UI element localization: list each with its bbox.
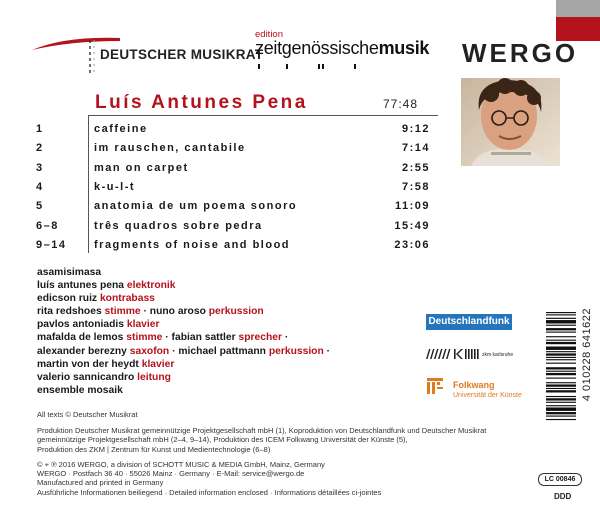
barcode-bar [546,312,576,313]
performer-name: alexander berezny [37,345,127,357]
barcode-bar [546,347,576,350]
production-credits [37,426,537,454]
track-number: 6–8 [36,220,59,232]
barcode-bar [546,328,576,330]
barcode-bar [546,402,576,403]
track-title: três quadros sobre pedra [94,220,263,232]
barcode-bar [546,332,576,333]
performer-line [37,279,330,292]
performer-line [37,358,330,371]
barcode-bar [546,351,576,352]
track-number: 3 [36,162,44,174]
performer-line [37,371,330,384]
performer-name: mafalda de lemos [37,332,124,344]
zkm-text: zkm karlsruhe [482,352,514,358]
barcode-bar [546,382,576,383]
folkwang-name: Folkwang [453,380,495,390]
barcode-bar [546,416,576,417]
performer-name: valerio sannicandro [37,371,135,383]
barcode-bar [546,357,576,358]
production-line: Produktion Deutscher Musikrat gemeinnützige Projektgesellschaft mbH (1), Koproduktion von Deutschlandfunk und Deutscher Musikrat [37,426,487,435]
performer-line [37,292,330,305]
performer-line [37,318,330,331]
track-row [36,200,430,216]
barcode-bar [546,320,576,323]
performer-role: sprecher [238,332,283,344]
performer-role: kontrabass [99,293,155,305]
separator: · [284,332,289,344]
track-duration: 9:12 [401,123,430,135]
performer-name: fabian sattler [171,332,236,344]
performer-line [37,305,330,318]
folkwang-subtitle: Universität der Künste [453,392,522,399]
barcode-bar [546,336,576,337]
barcode-bar [546,371,576,372]
corner-gray-block [556,0,600,17]
edition-label: edition [255,29,283,40]
barcode-bar [546,412,576,414]
all-texts-credit: All texts © Deutscher Musikrat [37,410,138,419]
barcode-bar [546,318,576,319]
barcode-bar [546,367,576,369]
barcode-bar [546,353,576,355]
track-title: im rauschen, cantabile [94,142,246,154]
barcode-number: 4 010228 641622 [581,308,593,402]
performer-name: pavlos antoniadis [37,319,124,331]
ddd-mark: DDD [554,492,572,501]
track-title: fragments of noise and blood [94,239,291,251]
barcode-bar [546,384,576,386]
barcode-bar [546,390,576,392]
track-number: 5 [36,200,44,212]
performer-line [37,331,330,344]
performer-line [37,345,330,358]
track-row [36,220,430,236]
production-line: gemeinnützige Projektgesellschaft mbH (2–4, 9–14), Produktion des ICEM Folkwang Universität der Künste (5), [37,435,408,445]
performer-role: elektronik [126,280,176,292]
edition-title-bold: musik [378,38,430,58]
publisher-info [37,460,537,497]
performer-role: klavier [141,358,175,370]
performer-name: martin von der heydt [37,358,139,370]
performer-role: leitung [137,371,171,383]
separator: · [165,332,169,344]
barcode-bar [546,396,576,397]
performer-role: saxofon [129,345,170,357]
manufactured-line: Manufactured and printed in Germany [37,478,164,488]
performer-role: stimme [126,332,163,344]
performer-line [37,384,330,397]
barcode-bar [546,405,576,406]
edition-marks-icon [258,63,398,71]
track-duration: 2:55 [401,162,430,174]
barcode-bar [546,340,576,341]
barcode-bar [546,373,576,375]
edition-title-plain: zeitgenössische [255,38,379,58]
track-row [36,181,430,197]
performer-role: perkussion [268,345,324,357]
track-row [36,142,430,158]
performer-name: rita redshoes [37,306,102,318]
performer-role: stimme [104,306,141,318]
track-rule-horizontal [88,115,438,116]
label-code-badge: LC 00846 [538,473,582,486]
deutscher-musikrat-text: DEUTSCHER MUSIKRAT [100,47,264,62]
track-title: caffeine [94,123,148,135]
track-title: man on carpet [94,162,189,174]
track-duration: 11:09 [394,200,430,212]
info-line: Ausführliche Informationen beiliegend · Detailed information enclosed · Informations détaillées ci-jointes [37,487,382,497]
performer-role: klavier [126,319,160,331]
track-row [36,162,430,178]
track-number: 2 [36,142,44,154]
deutschlandfunk-logo: Deutschlandfunk [426,314,512,330]
track-duration: 7:14 [401,142,430,154]
barcode-bar [546,378,576,379]
wergo-logo: WERGO [462,38,579,68]
track-number: 1 [36,123,44,135]
performer-role: perkussion [208,306,264,318]
edition-title [255,38,429,59]
performer-name: nuno aroso [149,306,206,318]
folkwang-logo-icon [427,378,443,394]
track-row [36,123,430,139]
barcode-bar [546,325,576,326]
track-number: 4 [36,181,44,193]
track-title: anatomia de um poema sonoro [94,200,298,212]
performer-name: michael pattmann [178,345,266,357]
total-time: 77:48 [383,97,419,111]
composer-photo [461,78,560,166]
barcode-bar [546,314,576,315]
performer-name: ensemble mosaik [37,384,123,396]
barcode-bar [546,419,576,420]
separator: · [172,345,176,357]
production-line: Produktion des ZKM | Zentrum für Kunst und Medientechnologie (6–8) [37,444,271,454]
track-duration: 7:58 [401,181,430,193]
performer-name: edicson ruiz [37,293,98,305]
barcode-bar [546,398,576,400]
performer-line [37,266,330,279]
separator: · [143,306,147,318]
performer-name: asamisimasa [37,267,102,278]
address-line: WERGO · Postfach 36 40 · 55026 Mainz · Germany · E-Mail: service@wergo.de [37,469,305,479]
separator: · [326,345,331,357]
track-title: k-u-l-t [94,181,136,193]
barcode-bar [546,342,576,344]
track-row [36,239,430,255]
barcode-bar [546,407,576,410]
composer-name: Luís Antunes Pena [95,92,308,113]
copyright-line: © + ℗ 2016 WERGO, a division of SCHOTT MUSIC & MEDIA GmbH, Mainz, Germany [37,460,325,469]
performers-list [37,266,330,397]
barcode-bar [546,363,576,364]
performer-name: luís antunes pena [37,280,124,292]
barcode-bar [546,359,576,360]
track-duration: 15:49 [394,220,430,232]
track-duration: 23:06 [394,239,430,251]
barcode-bar [546,388,576,389]
track-number: 9–14 [36,239,67,251]
